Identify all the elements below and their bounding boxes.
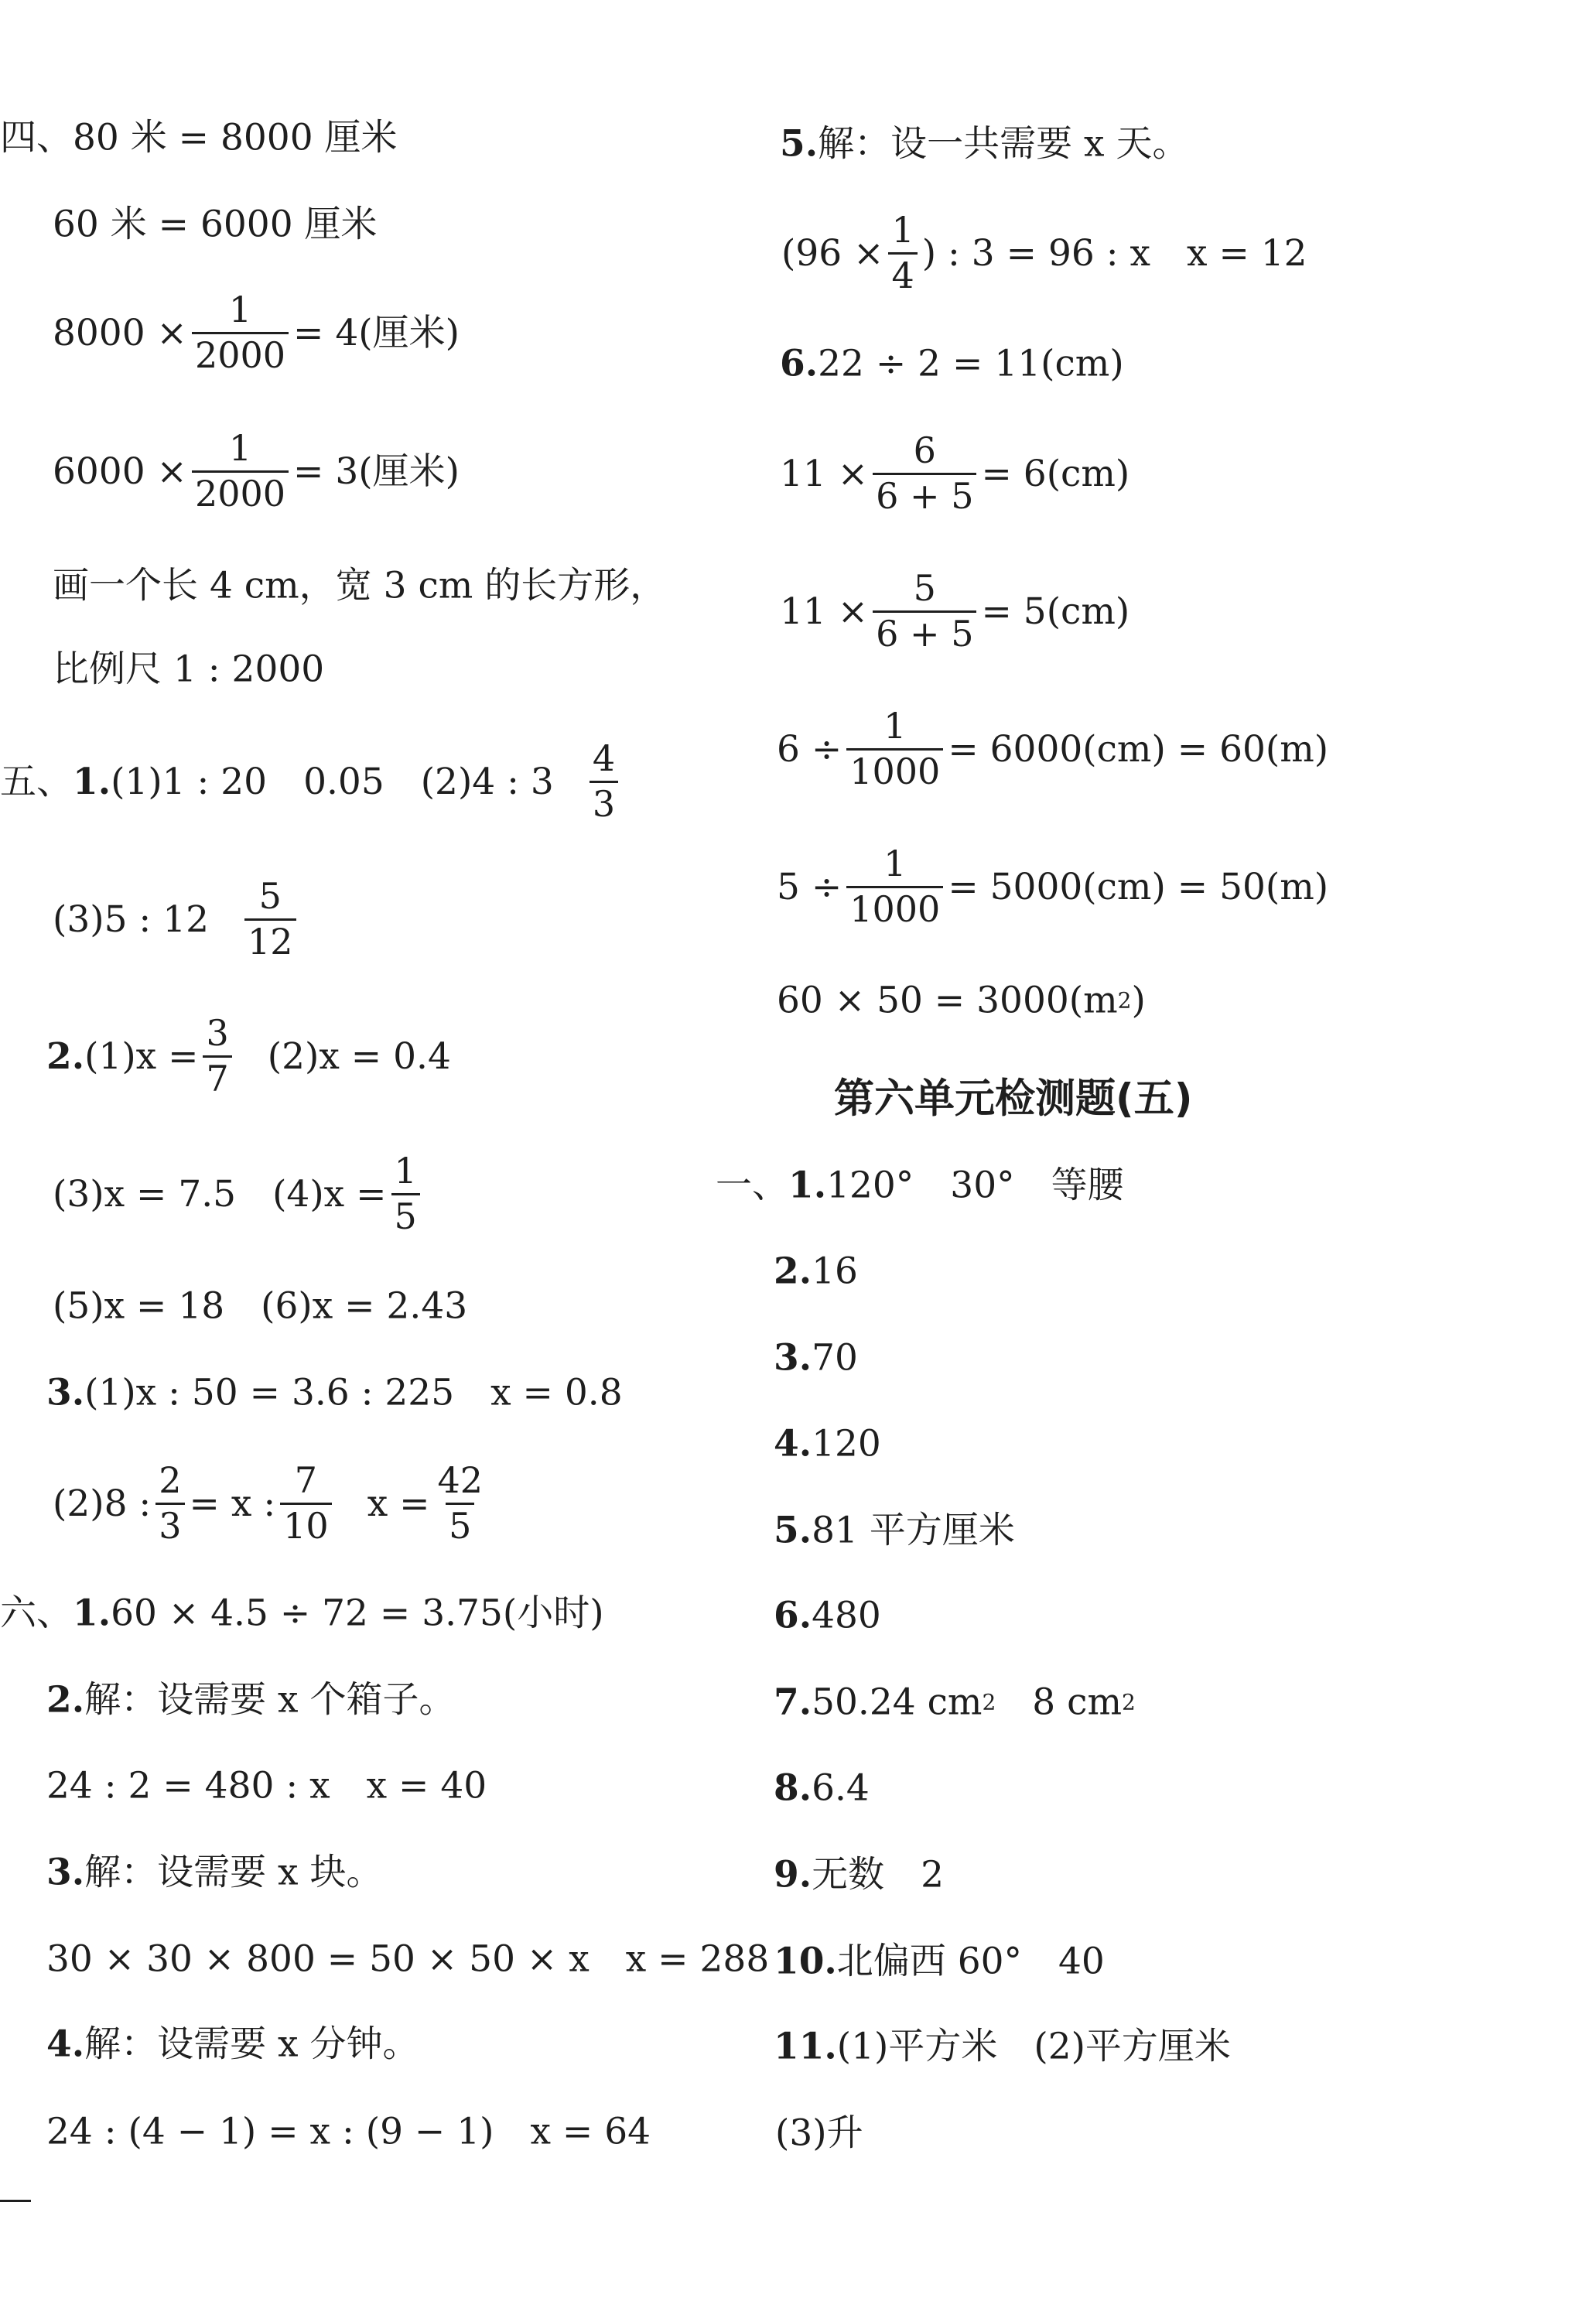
answer-line: 3. (1)x : 50 = 3.6 : 225 x = 0.8 (46, 1371, 623, 1414)
fraction: $\frac{4}{3}$ (590, 739, 618, 824)
answer-line: 一、 1. 120° 30° 等腰 (716, 1164, 1124, 1207)
question-number: 1. (73, 1592, 111, 1635)
answer-line: 11 × $\frac{5}{6 + 5}$ = 5(cm) (780, 566, 1130, 655)
answer-line: 六、 1. 60 × 4.5 ÷ 72 = 3.75(小时) (0, 1592, 604, 1635)
answer-line: 比例尺 1 : 2000 (53, 648, 325, 691)
answer-line: 6. 22 ÷ 2 = 11(cm) (780, 342, 1124, 385)
question-number: 10. (774, 1940, 837, 1983)
answer-line: 四、80 米 = 8000 厘米 (0, 116, 398, 159)
answer-line: 24 : (4 − 1) = x : (9 − 1) x = 64 (46, 2110, 651, 2153)
answer-line: 8. 6.4 (774, 1766, 870, 1810)
fraction: $\frac{2}{3}$ (155, 1461, 184, 1546)
answer-line: 3. 解：设需要 x 块。 (46, 1851, 383, 1894)
fraction: $\frac{1}{4}$ (888, 210, 917, 296)
fraction: $\frac{7}{10}$ (280, 1461, 332, 1546)
question-number: 6. (774, 1594, 812, 1637)
answer-line: (3)x = 7.5 (4)x = $\frac{1}{5}$ (53, 1151, 425, 1236)
answer-line: 6. 480 (774, 1594, 881, 1637)
answer-line: 10. 北偏西 60° 40 (774, 1940, 1105, 1983)
fraction: $\frac{1}{2000}$ (192, 290, 289, 375)
answer-line: 7. 50.24 cm 2 8 cm 2 (774, 1681, 1136, 1724)
answer-line: 60 × 50 = 3000(m 2 ) (777, 979, 1146, 1022)
answer-line: (2)8 : $\frac{2}{3}$ = x : $\frac{7}{10}$ x = $\frac{42}{5}$ (53, 1461, 490, 1546)
answer-line: 画一个长 4 cm，宽 3 cm 的长方形， (53, 564, 667, 607)
answer-line: 24 : 2 = 480 : x x = 40 (46, 1764, 487, 1807)
fraction: $\frac{5}{12}$ (244, 877, 296, 962)
question-number: 6. (780, 342, 819, 385)
answer-line: 5 ÷ $\frac{1}{1000}$ = 5000(cm) = 50(m) (777, 842, 1329, 930)
answer-line: 6 ÷ $\frac{1}{1000}$ = 6000(cm) = 60(m) (777, 704, 1329, 792)
answer-line: 5. 解：设一共需要 x 天。 (780, 122, 1189, 166)
answer-line: 11 × $\frac{6}{6 + 5}$ = 6(cm) (780, 429, 1130, 517)
answer-line: 6000 × $\frac{1}{2000}$ = 3(厘米) (53, 426, 460, 515)
answer-line: 3. 70 (774, 1336, 858, 1380)
fraction: $\frac{3}{7}$ (203, 1014, 231, 1099)
question-number: 2. (46, 1034, 85, 1078)
question-number: 11. (774, 2025, 837, 2068)
answer-line: 2. (1)x = $\frac{3}{7}$ (2)x = 0.4 (46, 1011, 451, 1099)
answer-line: (96 × $\frac{1}{4}$ ) : 3 = 96 : x x = 12 (781, 208, 1307, 296)
answer-line: (3)5 : 12 $\frac{5}{12}$ (53, 877, 301, 962)
fraction: $\frac{6}{6 + 5}$ (873, 431, 976, 516)
answer-line: 2. 解：设需要 x 个箱子。 (46, 1678, 456, 1722)
fraction: $\frac{42}{5}$ (437, 1458, 484, 1547)
corner-rule (0, 2200, 31, 2202)
fraction: $\frac{5}{6 + 5}$ (873, 569, 976, 654)
fraction: $\frac{1}{1000}$ (846, 706, 943, 792)
question-number: 9. (774, 1853, 812, 1896)
left-column (0, 0, 774, 2298)
question-number: 2. (46, 1678, 85, 1722)
right-column (716, 0, 1596, 2298)
answer-line: 9. 无数 2 (774, 1853, 944, 1896)
question-number: 5. (780, 122, 819, 166)
fraction: $\frac{1}{1000}$ (846, 844, 943, 929)
question-number: 8. (774, 1766, 812, 1810)
answer-line: (5)x = 18 (6)x = 2.43 (53, 1284, 468, 1328)
fraction: $\frac{1}{5}$ (391, 1151, 420, 1236)
question-number: 7. (774, 1681, 812, 1724)
answer-line: 8000 × $\frac{1}{2000}$ = 4(厘米) (53, 288, 460, 376)
question-number: 1. (73, 760, 111, 803)
question-number: 4. (46, 2023, 85, 2066)
fraction: $\frac{1}{2000}$ (192, 429, 289, 514)
question-number: 2. (774, 1250, 812, 1293)
section-heading: 第六单元检测题(五) (834, 1075, 1193, 1123)
answer-line: 5. 81 平方厘米 (774, 1509, 1015, 1552)
answer-line: 4. 120 (774, 1422, 881, 1465)
answer-line: 4. 解：设需要 x 分钟。 (46, 2023, 419, 2066)
answer-line: 11. (1)平方米 (2)平方厘米 (774, 2025, 1231, 2068)
answer-line: (3)升 (775, 2112, 863, 2155)
question-number: 3. (774, 1336, 812, 1380)
answer-line: 30 × 30 × 800 = 50 × 50 × x x = 288 (46, 1937, 770, 1981)
question-number: 3. (46, 1851, 85, 1894)
answer-line: 60 米 = 6000 厘米 (53, 203, 378, 246)
question-number: 3. (46, 1371, 85, 1414)
answer-line: 五、 1. (1)1 : 20 0.05 (2)4 : 3 $\frac{4}{3}$ (0, 739, 623, 824)
question-number: 4. (774, 1422, 812, 1465)
question-number: 5. (774, 1509, 812, 1552)
answer-line: 2. 16 (774, 1250, 858, 1293)
question-number: 1. (788, 1164, 827, 1207)
